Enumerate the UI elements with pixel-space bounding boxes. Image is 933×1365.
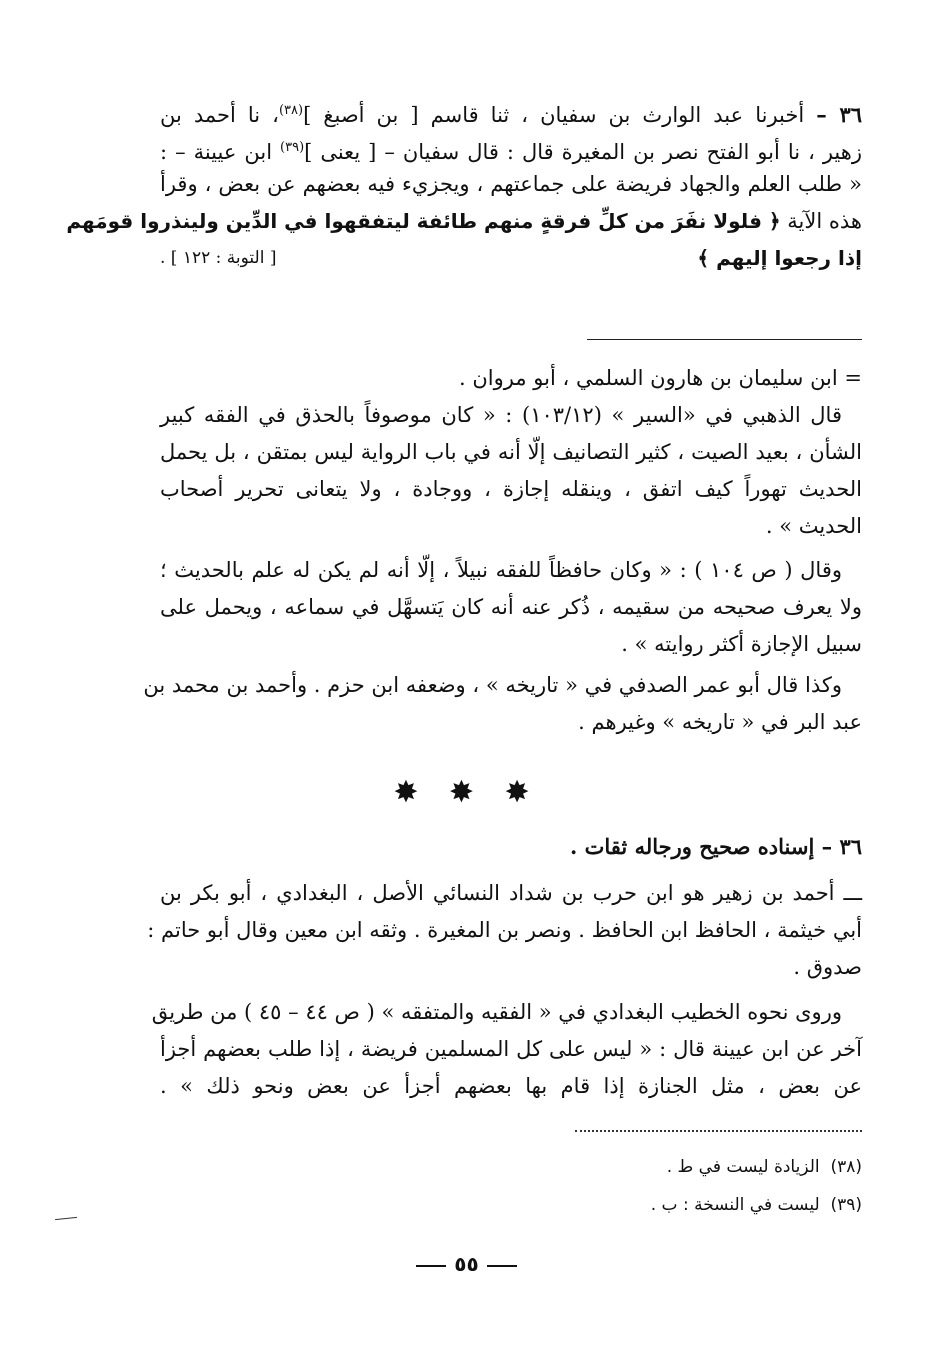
- commentary-line: ـــ أحمد بن زهير هو ابن حرب بن شداد النسائي الأصل ، البغدادي ، أبو بكر بن: [160, 881, 862, 905]
- scan-mark: [55, 1217, 77, 1220]
- commentary-line: سبيل الإجازة أكثر روايته » .: [621, 632, 862, 656]
- commentary-line: صدوق .: [793, 955, 862, 979]
- footnote-marker: (٣٩): [280, 140, 305, 155]
- commentary-line: آخر عن ابن عيينة قال : « ليس على كل المسلمين فريضة ، إذا طلب بعضهم أجزأ: [160, 1037, 862, 1061]
- section-separator: ✸ ✸ ✸: [393, 775, 540, 810]
- quran-verse: إذا رجعوا إليهم ﴾: [697, 246, 862, 270]
- hadith-line: هذه الآية ﴿ فلولا نفَرَ من كلِّ فرقةٍ منهم طائفة ليتفقهوا في الدِّين ولينذروا قومَهم: [66, 209, 862, 233]
- hadith-line: زهير ، نا أبو الفتح نصر بن المغيرة قال : قال سفيان – [ يعنى ]$^{(٣٩)}$ ابن عيينة – :: [160, 140, 862, 164]
- hadith-number: ٣٦ –: [816, 102, 862, 127]
- commentary-line: ولا يعرف صحيحه من سقيمه ، ذُكر عنه أنه كان يَتسهَّل في سماعه ، ويحمل على: [160, 595, 862, 619]
- hadith-line: « طلب العلم والجهاد فريضة على جماعتهم ، ويجزيء فيه بعضهم عن بعض ، وقرأ: [160, 172, 862, 196]
- commentary-line: الشأن ، بعيد الصيت ، كثير التصانيف إلّا أنه في باب الرواية ليس بمتقن ، بل يحمل: [160, 440, 862, 464]
- commentary-line: قال الذهبي في «السير » (١٠٣/١٢) : « كان موصوفاً بالحذق في الفقه كبير: [160, 403, 842, 427]
- hadith-line: ٣٦ – أخبرنا عبد الوارث بن سفيان ، ثنا قاسم [ بن أصبغ ]$^{(٣٨)}$، نا أحمد بن: [160, 102, 862, 127]
- divider-line: [587, 339, 862, 340]
- commentary-line: عبد البر في « تاريخه » وغيرهم .: [578, 710, 862, 734]
- verse-reference: [ التوبة : ١٢٢ ] .: [160, 248, 277, 268]
- section-heading: ٣٦ – إسناده صحيح ورجاله ثقات .: [570, 834, 862, 859]
- commentary-line: وكذا قال أبو عمر الصدفي في « تاريخه » ، وضعفه ابن حزم . وأحمد بن محمد بن: [143, 673, 842, 697]
- commentary-line: وروى نحوه الخطيب البغدادي في « الفقيه والمتفقه » ( ص ٤٤ – ٤٥ ) من طريق: [151, 1000, 842, 1024]
- commentary-line: عن بعض ، مثل الجنازة إذا قام بها بعضهم أجزأ عن بعض ونحو ذلك » .: [160, 1074, 862, 1098]
- commentary-line: وقال ( ص ١٠٤ ) : « وكان حافظاً للفقه نبيلاً ، إلّا أنه لم يكن له علم بالحديث ؛: [160, 558, 842, 582]
- hadith-text: [66, 92, 862, 277]
- footnote-38: (٣٨) الزيادة ليست في ط .: [666, 1157, 862, 1177]
- commentary-line: الحديث تهوراً كيف اتفق ، وينقله إجازة ، ووجادة ، ولا يتعانى تحرير أصحاب: [160, 477, 862, 501]
- footnote-divider: [575, 1130, 862, 1132]
- commentary-line: = ابن سليمان بن هارون السلمي ، أبو مروان .: [459, 366, 862, 390]
- commentary-top: [143, 360, 862, 741]
- footnote-marker: (٣٨): [278, 103, 304, 118]
- footnote-39: (٣٩) ليست في النسخة : ب .: [650, 1195, 862, 1215]
- page-number: ٥٥: [0, 1252, 933, 1276]
- commentary-line: الحديث » .: [765, 514, 862, 538]
- commentary-line: أبي خيثمة ، الحافظ ابن الحافظ . ونصر بن المغيرة . وثقه ابن معين وقال أبو حاتم :: [147, 918, 862, 942]
- quran-verse: ﴿ فلولا نفَرَ من كلِّ فرقةٍ منهم طائفة ليتفقهوا في الدِّين ولينذروا قومَهم: [66, 209, 781, 233]
- hadith-line: [160, 240, 862, 277]
- commentary-bottom: [147, 828, 862, 1105]
